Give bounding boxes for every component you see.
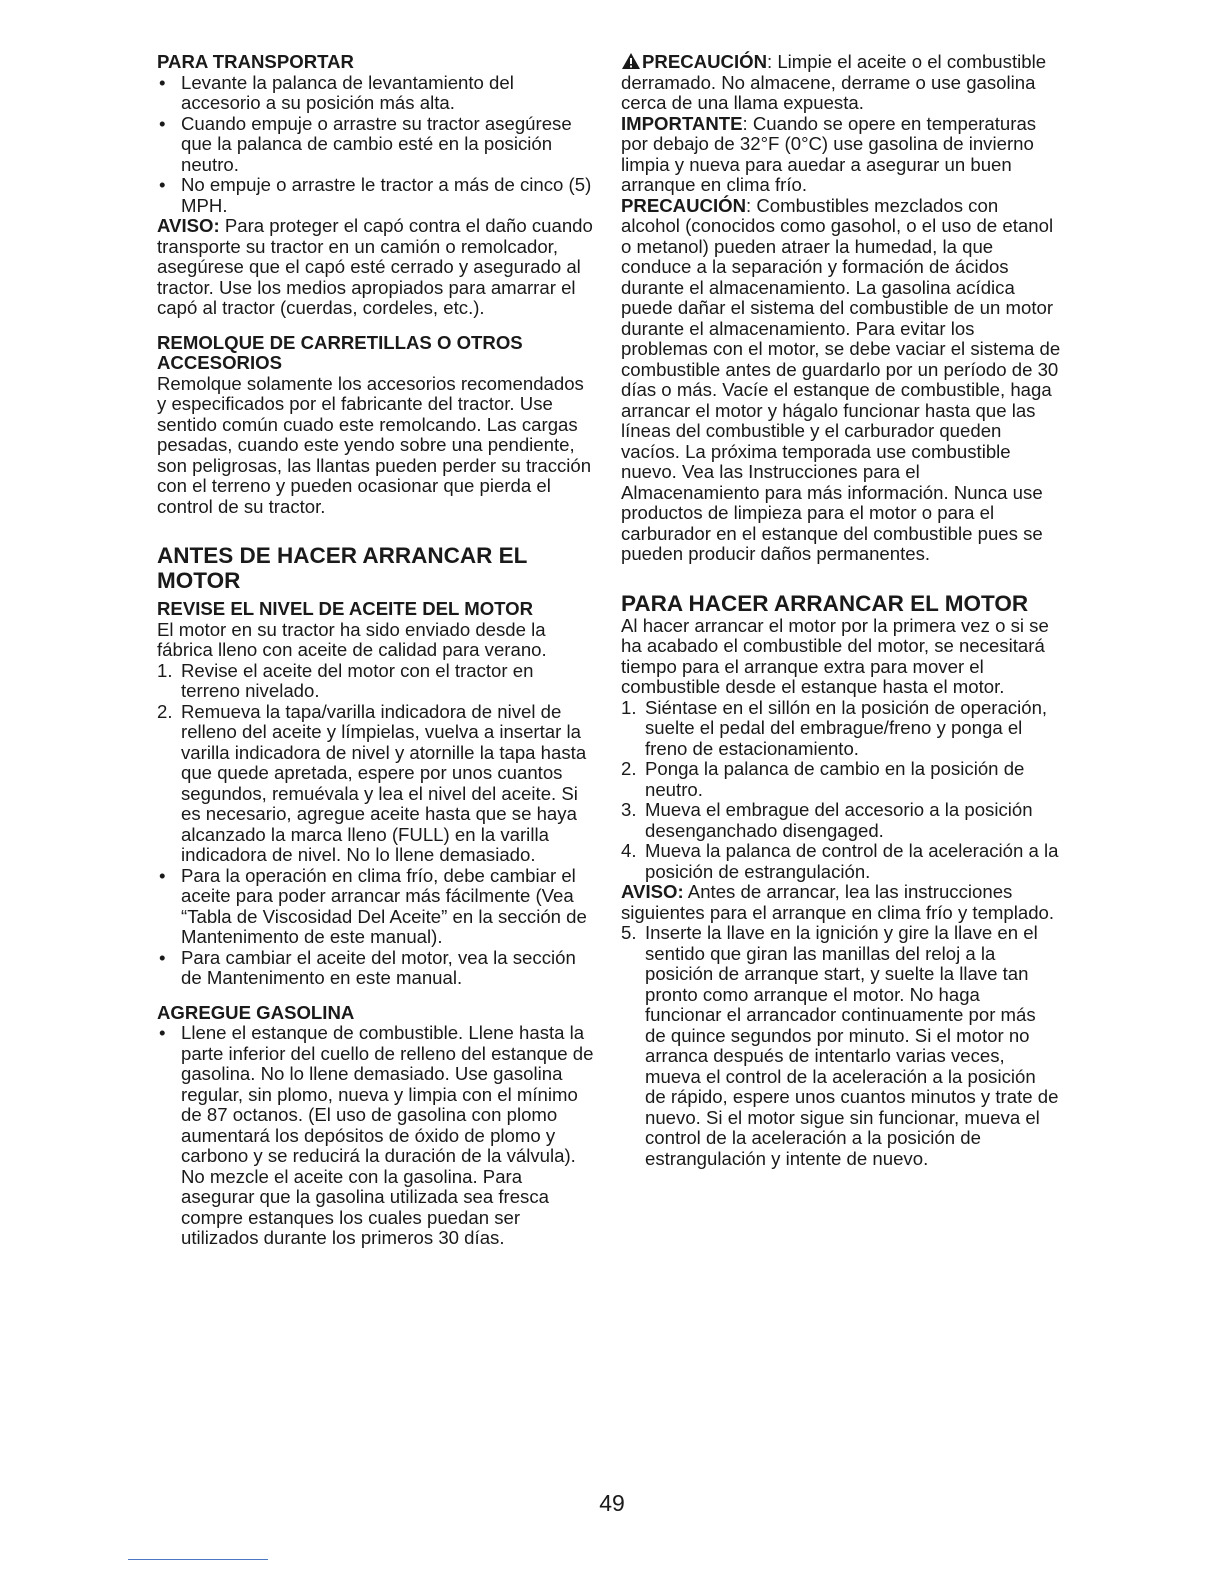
oil-bullets [157,866,597,989]
start-steps-continued [621,923,1061,1169]
list-item: • Levante la palanca de levantamiento del accesorio a su posición más alta. [157,73,597,114]
step-text: Revise el aceite del motor con el tractor en terreno nivelado. [181,659,534,701]
oil-intro: El motor en su tractor ha sido enviado desde la fábrica lleno con aceite de calidad para verano. [157,618,547,660]
list-item: • Para cambiar el aceite del motor, vea la sección de Mantenimento en este manual. [157,948,597,989]
caution-alcohol-fuel [621,196,1061,565]
before-start-heading: ANTES DE HACER ARRANCAR EL MOTOR [157,543,528,593]
list-item [621,841,1061,882]
transport-notice [157,216,597,319]
list-item [621,923,1061,1169]
notice-text: Antes de arrancar, lea las instrucciones siguientes para el arranque en clima frío y templado. [621,881,1055,923]
transport-bullets [157,73,597,217]
list-item [157,702,597,866]
transport-heading: PARA TRANSPORTAR [157,51,354,72]
step-number: 2. [157,700,173,722]
page-number: 49 [599,1490,625,1516]
step-text: Remueva la tapa/varilla indicadora de nivel de relleno del aceite y límpielas, vuelva a insertar la varilla indicadora de nivel y atornille la tapa hasta que quede apretada, espere por unos cuantos segundos, remuévala y lea el nivel del aceite. Si es necesario, agregue aceite hasta que se haya alcanzado la marca lleno (FULL) en la varilla indicadora de nivel. No lo llene demasiado. [181,700,587,865]
oil-heading: REVISE EL NIVEL DE ACEITE DEL MOTOR [157,598,534,619]
step-number: 1. [157,659,173,681]
notice-label: AVISO: [621,881,684,902]
towing-text: Remolque solamente los accesorios recomendados y especificados por el fabricante del tractor. Use sentido común cuado este remolcando. Las cargas pesadas, cuando este yendo sobre una pendiente, son peligrosas, las llantas pueden perder su tracción con el terreno y pueden ocasionar que pierda el control de su tractor. [157,372,592,517]
important-note [621,114,1061,196]
start-notice [621,882,1061,923]
warning-triangle-icon [621,52,641,70]
notice-label: AVISO: [157,215,220,236]
step-number: 2. [621,758,637,779]
start-engine-heading: PARA HACER ARRANCAR EL MOTOR [621,590,1029,616]
oil-steps [157,661,597,866]
towing-heading: REMOLQUE DE CARRETILLAS O OTROS ACCESORIOS [157,331,523,373]
list-item: • No empuje o arrastre le tractor a más de cinco (5) MPH. [157,175,597,216]
list-item: • Cuando empuje o arrastre su tractor asegúrese que la palanca de cambio esté en la posición neutro. [157,114,597,176]
important-text: : Cuando se opere en temperaturas por debajo de 32°F (0°C) use gasolina de invierno limpia y nueva para auedar a asegurar un buen arranque en clima frío. [621,112,1037,195]
step-text: Inserte la llave en la ignición y gire la llave en el sentido que giran las manillas del reloj a la posición de arranque start, y suelte la llave tan pronto como arranque el motor. No haga funcionar el arrancador continuamente por más de quince segundos por minuto. Si el motor no arranca después de intentarlo varias veces, mueva el control de la aceleración a la posición de rápido, espere unos cuantos minutos y trate de nuevo. Si el motor sigue sin funcionar, mueva el control de la aceleración a la posición de estrangulación y intente de nuevo. [645,922,1059,1169]
step-text: Ponga la palanca de cambio en la posición de neutro. [645,758,1025,800]
list-item [157,661,597,702]
list-item: • Llene el estanque de combustible. Llene hasta la parte inferior del cuello de relleno del estanque de gasolina. No lo llene demasiado. Use gasolina regular, sin plomo, nueva y limpia con el mínimo de 87 octanos. (El uso de gasolina con plomo aumentará los depósitos de óxido de plomo y carbono y se reducirá la duración de la válvula). No mezcle el aceite con la gasolina. Para asegurar que la gasolina utilizada sea fresca compre estanques los cuales puedan ser utilizados durante los primeros 30 días. [157,1023,597,1249]
list-item [621,698,1061,760]
fuel-bullets [157,1023,597,1249]
start-intro: Al hacer arrancar el motor por la primera vez o si se ha acabado el combustible del motor, se necesitará tiempo para el arranque extra para mover el combustible desde el estanque hasta el motor. [621,614,1049,697]
start-steps [621,698,1061,883]
important-label: IMPORTANTE [621,112,743,134]
step-text: Mueva la palanca de control de la aceleración a la posición de estrangulación. [645,840,1059,882]
step-text: Mueva el embrague del accesorio a la posición desenganchado disengaged. [645,799,1033,841]
step-number: 4. [621,840,637,861]
caution-label: PRECAUCIÓN [621,194,746,216]
step-number: 5. [621,922,637,943]
list-item: • Para la operación en clima frío, debe cambiar el aceite para poder arrancar más fácilmente (Vea “Tabla de Viscosidad Del Aceite” en la sección de Mantenimento de este manual). [157,866,597,948]
left-column [157,52,597,1249]
caution-text: : Combustibles mezclados con alcohol (conocidos como gasohol, o el uso de etanol o metanol) pueden atraer la humedad, la que conduce a la separación y formación de ácidos durante el almacenamiento. La gasolina acídica puede dañar el sistema del combustible de un motor durante el almacenamiento. Para evitar los problemas con el motor, se debe vaciar el sistema de combustible antes de guardarlo por un período de 30 días o más. Vacíe el estanque de combustible, haga arrancar el motor y hágalo funcionar hasta que las líneas del combustible y el carburador queden vacíos. La próxima temporada use combustible nuevo. Vea las Instrucciones para el Almacenamiento para más información. Nunca use productos de limpieza para el motor o para el carburador en el estanque del combustible pues se pueden producir daños permanentes. [621,194,1061,564]
step-number: 3. [621,799,637,820]
caution-fuel-spill [621,52,1061,114]
fuel-heading: AGREGUE GASOLINA [157,1001,355,1023]
caution-label: PRECAUCIÓN [642,51,767,72]
right-column [621,52,1061,1169]
caution-text: : Limpie el aceite o el combustible derramado. No almacene, derrame o use gasolina cerca de una llama expuesta. [621,51,1047,113]
step-text: Siéntase en el sillón en la posición de operación, suelte el pedal del embrague/freno y ponga el freno de estacionamiento. [645,696,1048,759]
list-item [621,759,1061,800]
notice-text: Para proteger el capó contra el daño cuando transporte su tractor en un camión o remolcador, asegúrese que el capó esté cerrado y asegurado al tractor. Use los medios apropiados para amarrar el capó al tractor (cuerdas, cordeles, etc.). [157,215,593,318]
footer-rule [128,1559,268,1560]
list-item [621,800,1061,841]
step-number: 1. [621,696,637,718]
